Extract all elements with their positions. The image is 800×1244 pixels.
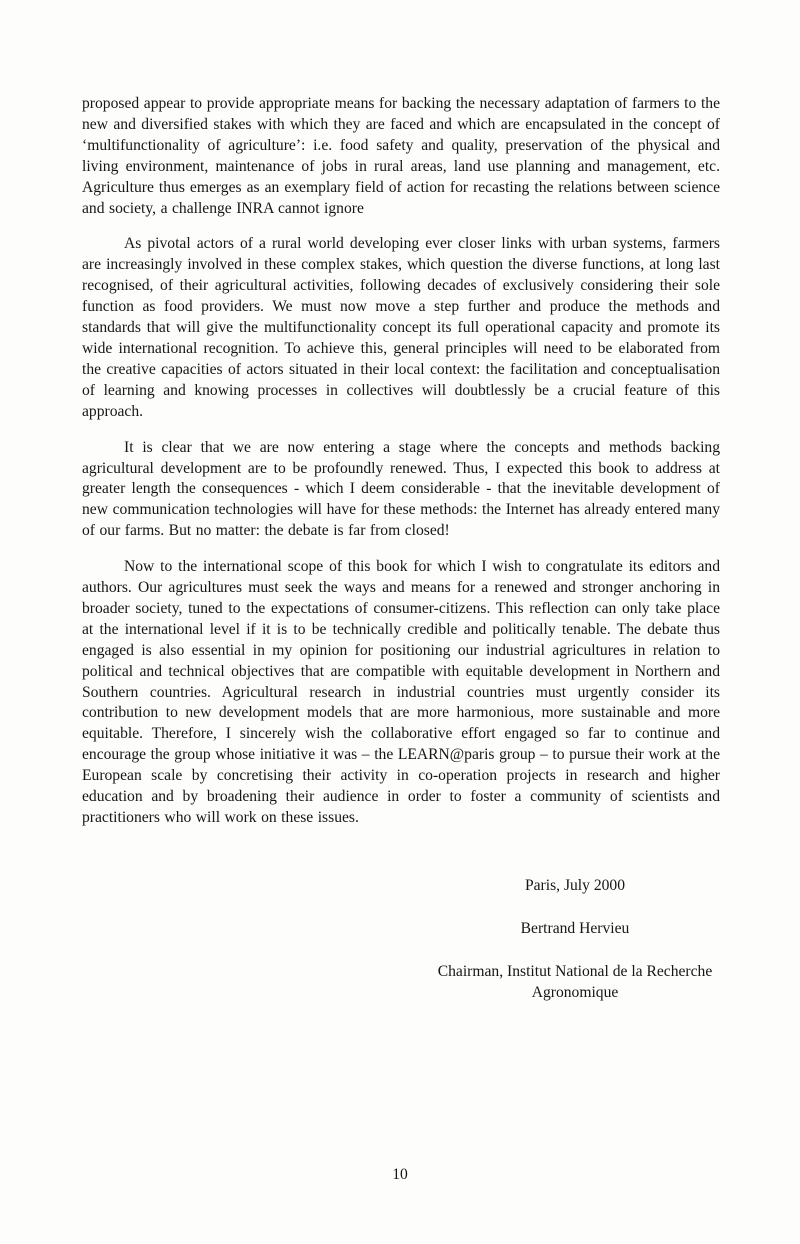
signature-title: Chairman, Institut National de la Recherche Agronomique — [437, 962, 713, 1001]
paragraph: Now to the international scope of this book for which I wish to congratulate its editors and authors. Our agricultures must seek the ways and means for a renewed and stronger anchoring in broader society, tuned to the expectations of consumer-citizens. This reflection can only take place at the international level if it is to be technically credible and politically tenable. The debate thus engaged is also essential in my opinion for positioning our industrial agricultures in relation to political and technical objectives that are compatible with equitable development in Northern and Southern countries. Agricultural research in industrial countries must urgently consider its contribution to new development models that are more harmonious, more sustainable and more equitable. Therefore, I sincerely wish the collaborative effort engaged so far to continue and encourage the group whose initiative it was – the LEARN@paris group – to pursue their work at the European scale by concretising their activity in co-operation projects in research and higher education and by broadening their audience in order to foster a community of scientists and practitioners who will work on these issues. — [82, 558, 720, 826]
paragraph: It is clear that we are now entering a stage where the concepts and methods backing agricultural development are to be profoundly renewed. Thus, I expected this book to address at greater length the consequences - which I deem considerable - that the inevitable development of new communication technologies will have for these methods: the Internet has already entered many of our farms. But no matter: the debate is far from closed! — [82, 438, 720, 540]
paragraph: proposed appear to provide appropriate means for backing the necessary adaptation of farmers to the new and diversified stakes with which they are faced and which are encapsulated in the concept of ‘multifunctionality of agriculture’: i.e. food safety and quality, preservation of the physical and living environment, maintenance of jobs in rural areas, land use planning and management, etc. Agriculture thus emerges as an exemplary field of action for recasting the relations between science and society, a challenge INRA cannot ignore — [82, 95, 720, 217]
signature-name: Bertrand Hervieu — [520, 919, 630, 937]
signature-place-date: Paris, July 2000 — [524, 876, 626, 894]
signature-block — [412, 875, 738, 1003]
paragraph: As pivotal actors of a rural world developing ever closer links with urban systems, farmers are increasingly involved in these complex stakes, which question the diverse functions, at long last recognised, of their agricultural activities, following decades of exclusively considering their sole function as food providers. We must now move a step further and produce the methods and standards that will give the multifunctionality concept its full operational capacity and promote its wide international recognition. To achieve this, general principles will need to be elaborated from the creative capacities of actors situated in their local context: the facilitation and conceptualisation of learning and knowing processes in collectives will doubtlessly be a crucial feature of this approach. — [82, 235, 720, 420]
page-number: 10 — [392, 1166, 408, 1183]
body-text — [82, 94, 720, 829]
